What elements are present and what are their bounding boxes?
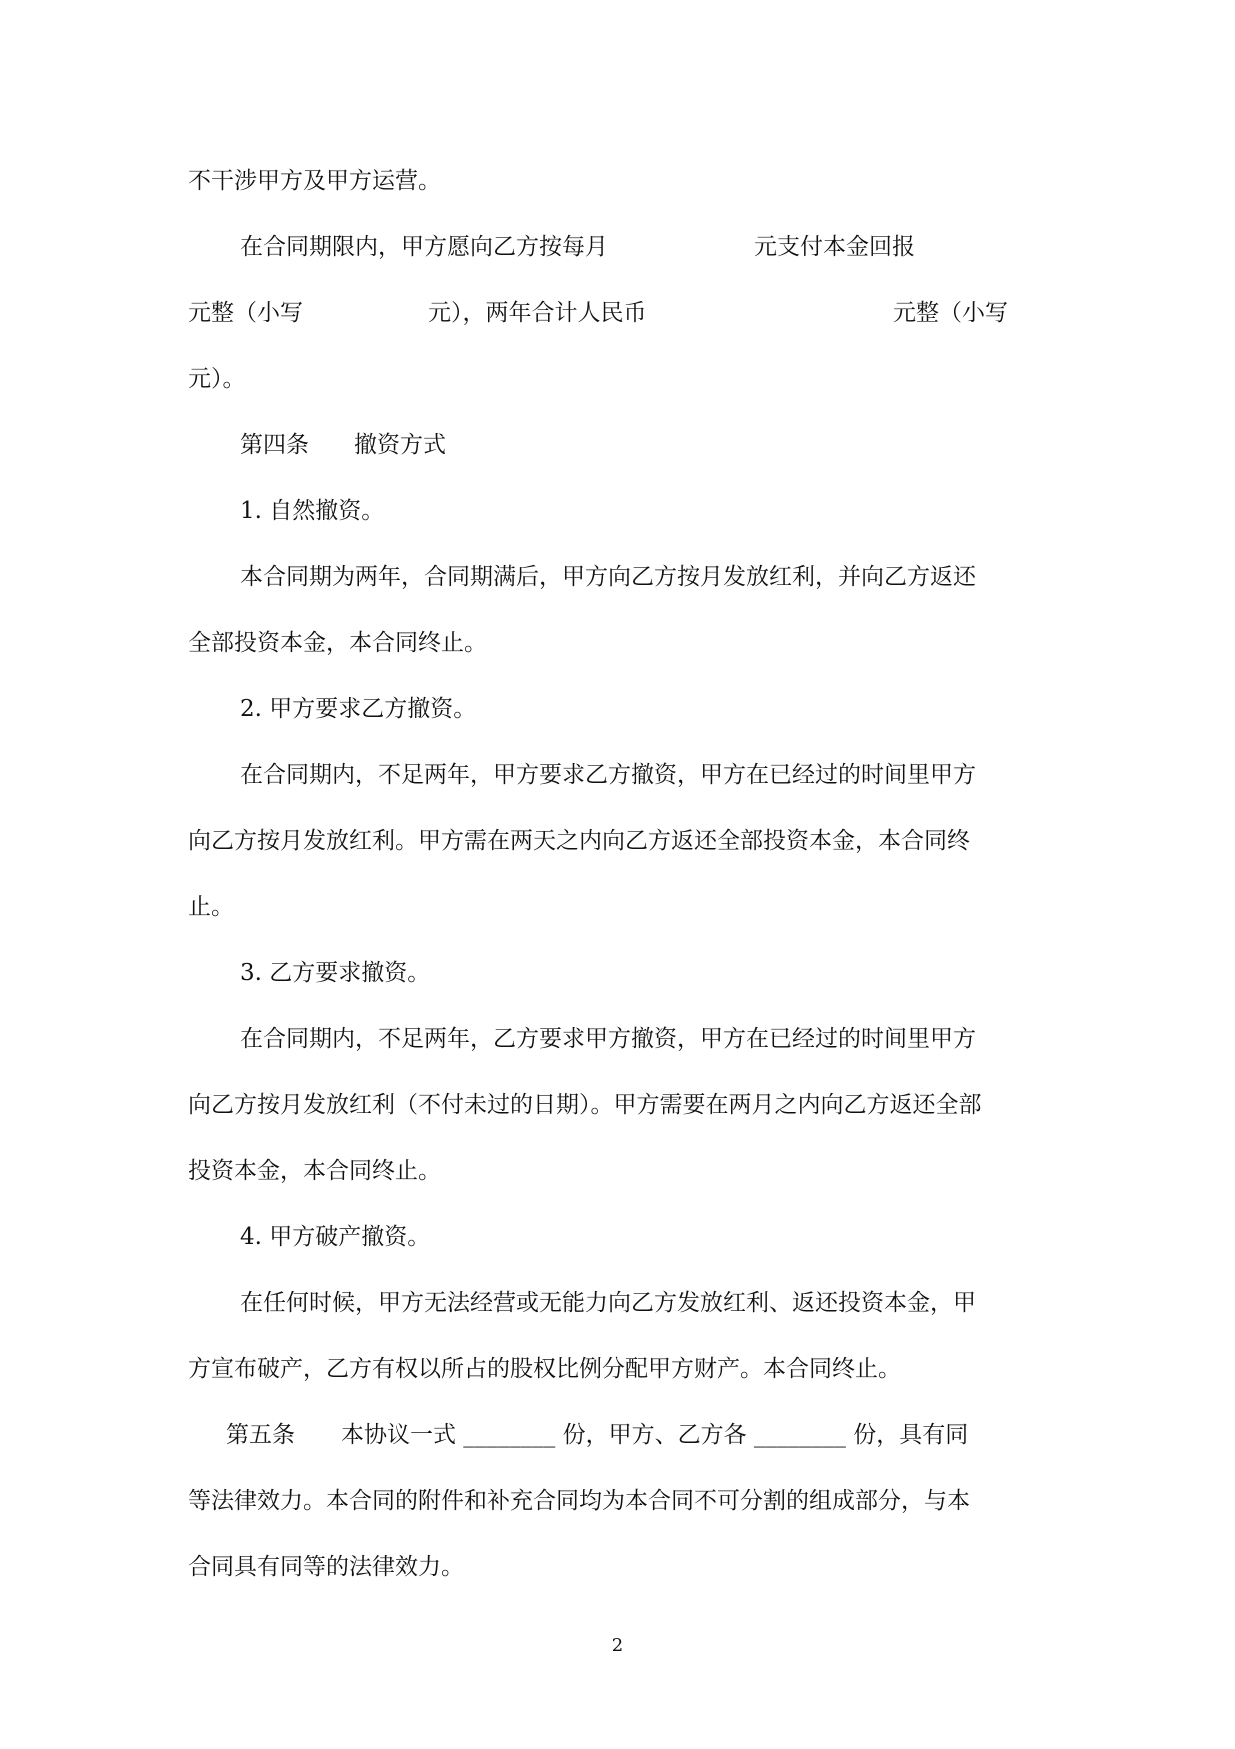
- page-number: 2: [611, 1635, 624, 1656]
- section-heading-number: 第五条: [226, 1422, 295, 1448]
- text-line: 本协议一式 ________ 份，甲方、乙方各 ________ 份，具有同: [341, 1422, 969, 1448]
- text-line: 元）。: [188, 366, 246, 392]
- text-line: 在合同期内，不足两年，甲方要求乙方撤资，甲方在已经过的时间里甲方: [240, 762, 976, 788]
- text-line: 元支付本金回报: [754, 234, 915, 260]
- text-line: 元整（小写: [893, 300, 1008, 326]
- text-line: 等法律效力。本合同的附件和补充合同均为本合同不可分割的组成部分，与本: [188, 1488, 970, 1514]
- text-line: 合同具有同等的法律效力。: [188, 1554, 464, 1580]
- list-item-heading: 3. 乙方要求撤资。: [240, 960, 431, 986]
- text-line: 在任何时候，甲方无法经营或无能力向乙方发放红利、返还投资本金，甲: [240, 1290, 976, 1316]
- text-line: 在合同期内，不足两年，乙方要求甲方撤资，甲方在已经过的时间里甲方: [240, 1026, 976, 1052]
- text-line: 元整（小写: [188, 300, 303, 326]
- section-heading-title: 撤资方式: [354, 432, 446, 458]
- text-line: 止。: [188, 894, 234, 920]
- text-line: 投资本金，本合同终止。: [188, 1158, 441, 1184]
- text-line: 不干涉甲方及甲方运营。: [188, 168, 441, 194]
- section-heading-number: 第四条: [240, 432, 309, 458]
- text-line: 向乙方按月发放红利（不付未过的日期）。甲方需要在两月之内向乙方返还全部: [188, 1092, 982, 1118]
- list-item-heading: 2. 甲方要求乙方撤资。: [240, 696, 477, 722]
- text-line: 全部投资本金，本合同终止。: [188, 630, 487, 656]
- text-line: 向乙方按月发放红利。甲方需在两天之内向乙方返还全部投资本金，本合同终: [188, 828, 970, 854]
- text-line: 方宣布破产，乙方有权以所占的股权比例分配甲方财产。本合同终止。: [188, 1356, 901, 1382]
- text-line: 在合同期限内，甲方愿向乙方按每月: [240, 234, 608, 260]
- text-line: 本合同期为两年，合同期满后，甲方向乙方按月发放红利，并向乙方返还: [240, 564, 976, 590]
- text-line: 元），两年合计人民币: [428, 300, 647, 326]
- list-item-heading: 4. 甲方破产撤资。: [240, 1224, 431, 1250]
- list-item-heading: 1. 自然撤资。: [240, 498, 385, 524]
